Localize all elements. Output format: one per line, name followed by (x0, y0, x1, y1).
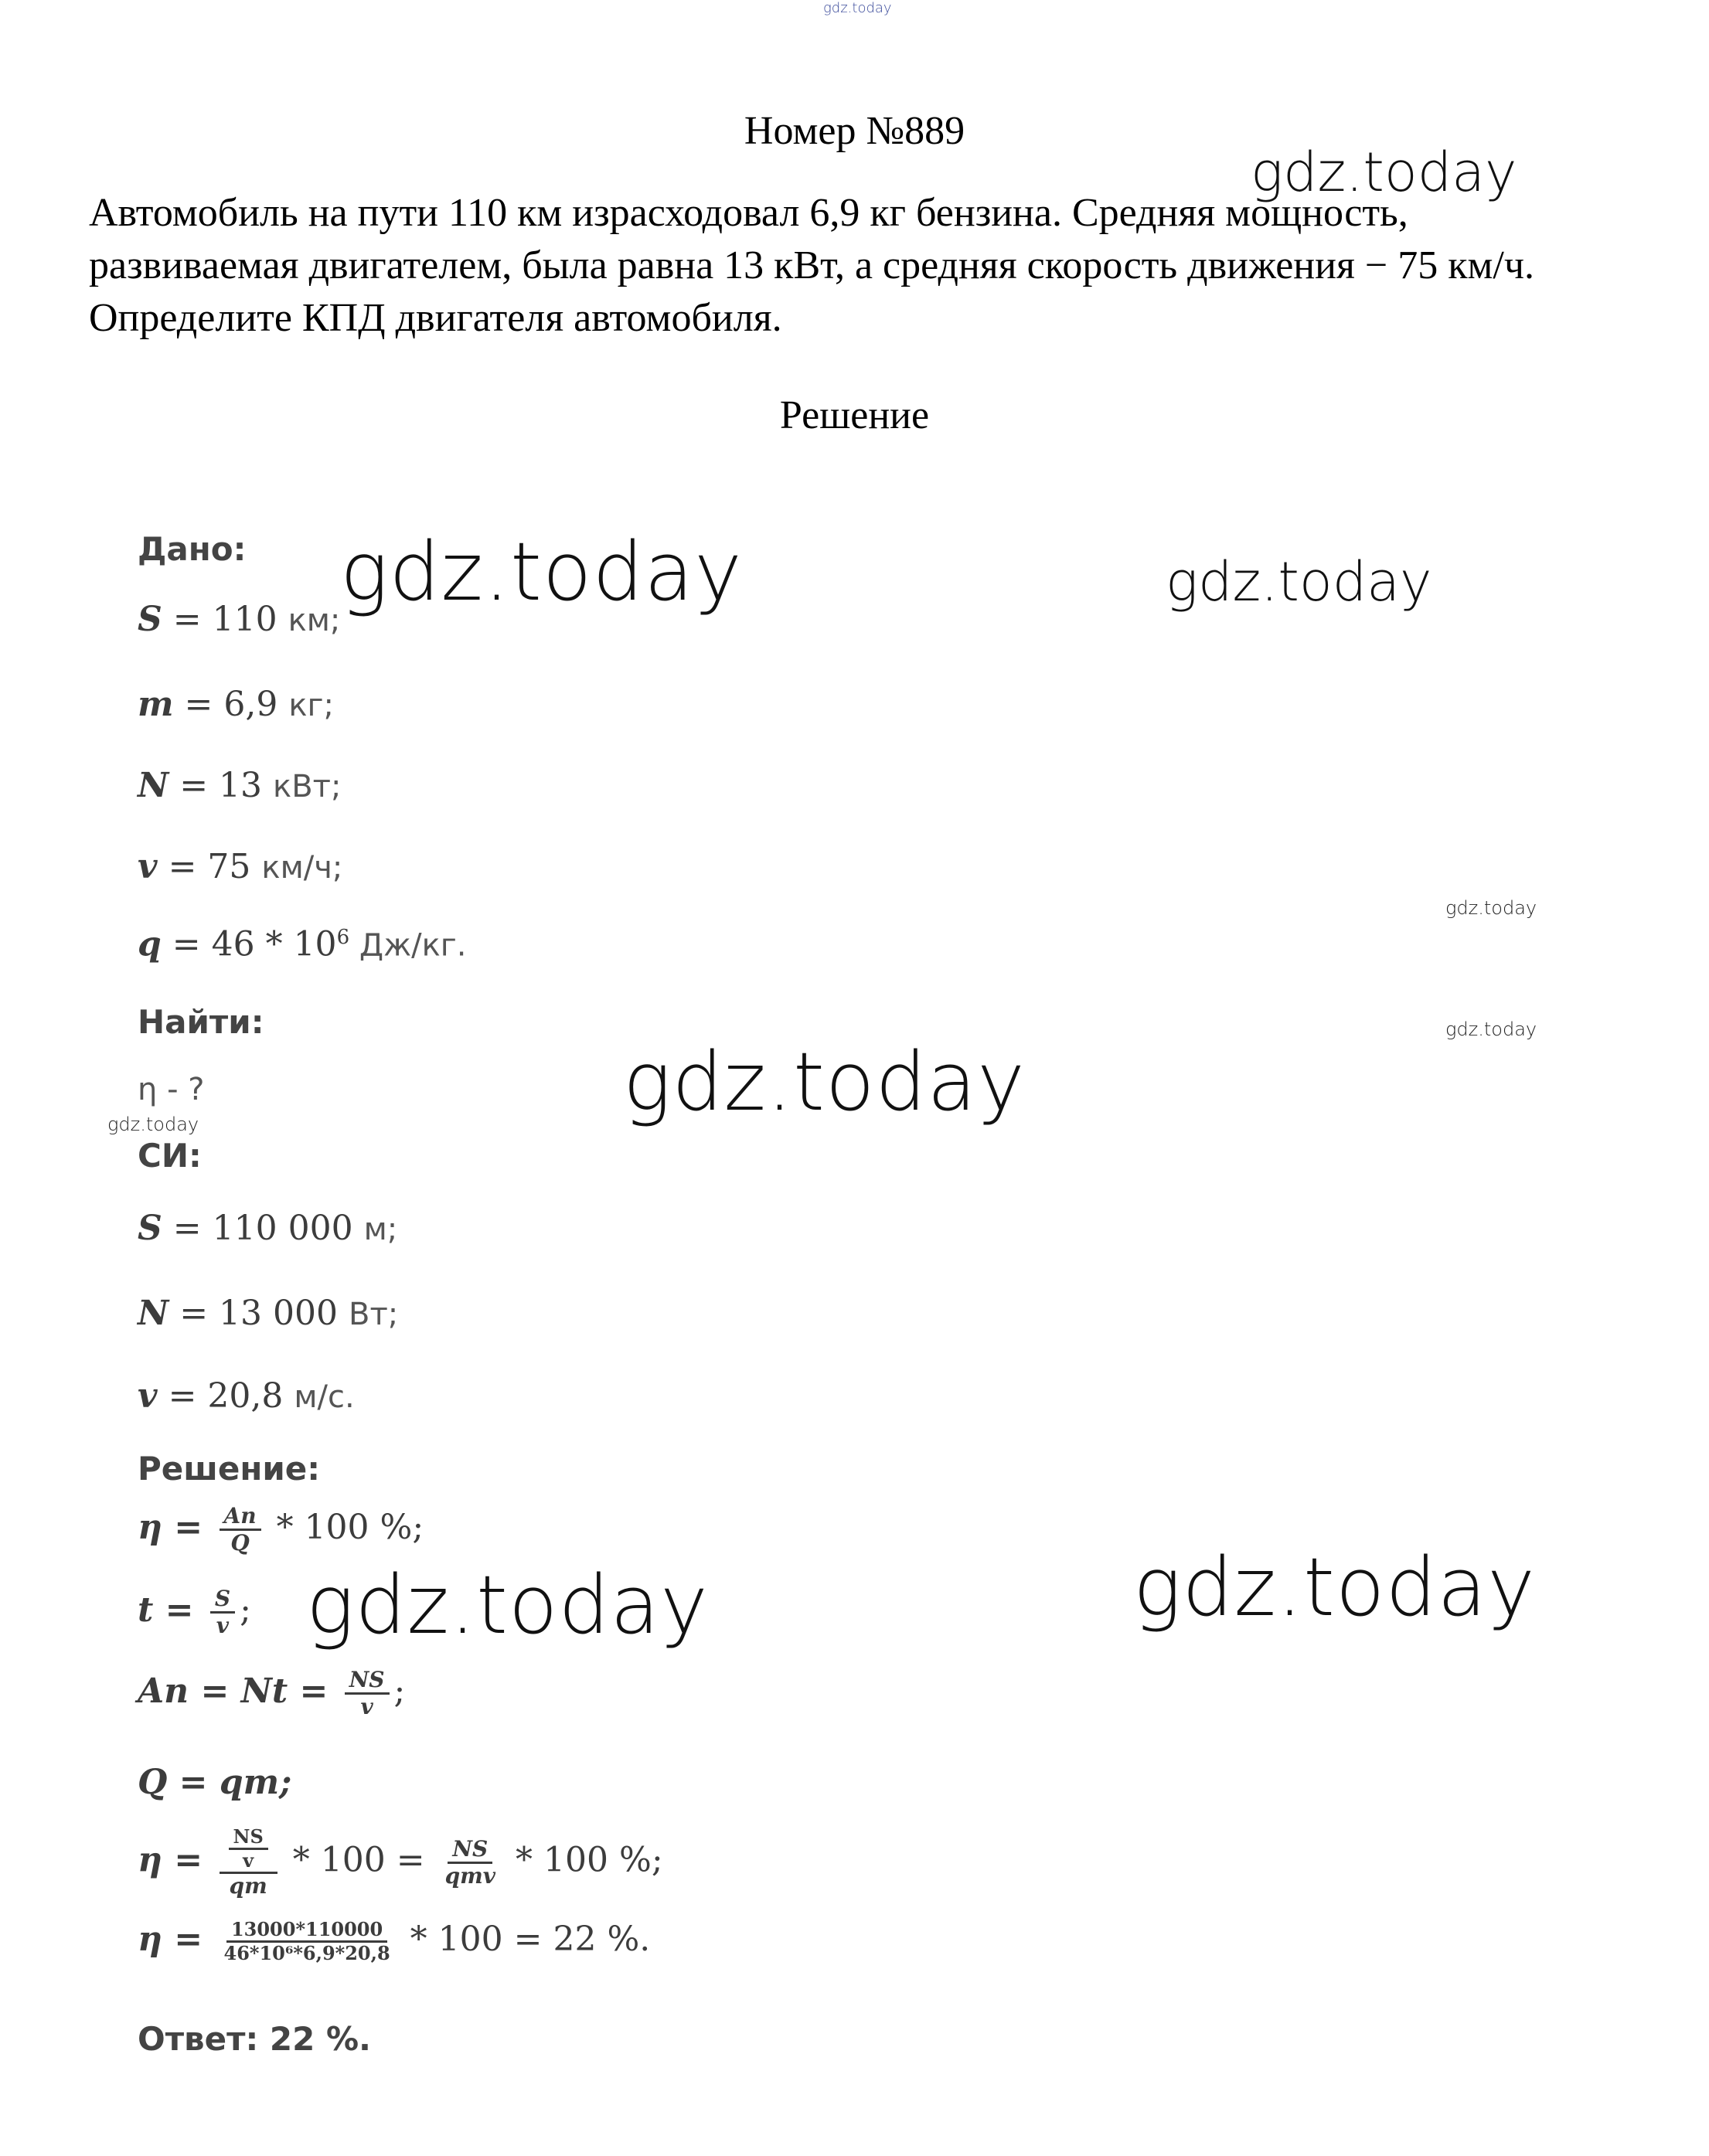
given-value: = 13 (169, 766, 274, 805)
formula-lhs: η = (138, 1840, 215, 1880)
fraction-denominator: Q (230, 1530, 250, 1556)
si-value: = 20,8 (157, 1376, 294, 1416)
si-unit: м; (363, 1212, 398, 1247)
formula-rhs: * 100 %; (505, 1840, 663, 1880)
formula-lhs: η = (138, 1920, 215, 1959)
formula-calculation (138, 1920, 650, 1963)
formula-lhs: η = (138, 1508, 215, 1547)
fraction-denominator: 46*10⁶*6,9*20,8 (223, 1942, 390, 1964)
given-var: S (138, 600, 162, 639)
watermark: gdz.today (1445, 897, 1537, 919)
formula-lhs: Aп = Nt = (138, 1671, 340, 1711)
fraction-denominator: v (360, 1694, 373, 1719)
fraction (220, 1825, 277, 1899)
given-var: N (138, 766, 169, 805)
solution-title: Решение (779, 393, 930, 437)
formula-rhs: ; (240, 1590, 251, 1630)
watermark: gdz.today (340, 525, 743, 619)
given-unit: кВт; (273, 769, 342, 804)
formula-rhs: * 100 = 22 %. (399, 1920, 651, 1959)
fraction-numerator: NS (448, 1838, 492, 1864)
watermark: gdz.today (1445, 1018, 1537, 1040)
fraction (441, 1835, 500, 1889)
given-value: = 46 * 10 (161, 924, 337, 964)
given-unit: кг; (288, 688, 335, 723)
fraction-denominator: qmv (444, 1862, 496, 1889)
given-item (138, 600, 341, 639)
problem-statement: Автомобиль на пути 110 км израсходовал 6,9 кг бензина. Средняя мощность, развиваемая двигателем, была равна 13 кВт, а средняя скорость движения − 75 км/ч. Определите КПД двигателя автомобиля. (89, 191, 1534, 340)
fraction-numerator: S (210, 1588, 235, 1614)
given-unit: Дж/кг. (349, 927, 467, 964)
formula-lhs: t = (138, 1590, 206, 1630)
fraction (345, 1669, 390, 1718)
watermark: gdz.today (1133, 1540, 1536, 1634)
answer: Ответ: 22 %. (138, 2020, 371, 2058)
given-unit: км; (288, 603, 341, 638)
formula-heat: Q = qm; (138, 1763, 292, 1802)
given-value: = 110 (162, 600, 288, 639)
fraction (210, 1588, 235, 1637)
given-item (138, 924, 467, 964)
fraction-numerator: 13000*110000 (226, 1920, 387, 1943)
si-var: S (138, 1209, 162, 1248)
formula-efficiency-expanded (138, 1825, 663, 1899)
fraction-numerator: NS (229, 1828, 268, 1850)
formula-mid: * 100 = (281, 1840, 436, 1880)
si-unit: Вт; (349, 1297, 399, 1332)
given-var: q (138, 924, 162, 964)
si-var: N (138, 1294, 169, 1333)
si-label: СИ: (138, 1137, 202, 1175)
watermark: gdz.today (107, 1114, 199, 1135)
fraction-numerator: Aп (220, 1505, 261, 1531)
si-unit: м/с. (294, 1379, 355, 1415)
si-item (138, 1376, 355, 1416)
given-item (138, 766, 342, 805)
given-item (138, 685, 335, 724)
fraction-denominator: v (243, 1849, 254, 1872)
fraction (220, 1920, 395, 1963)
find-label: Найти: (138, 1003, 264, 1041)
given-var: v (138, 847, 158, 886)
fraction-denominator: v (216, 1613, 230, 1638)
fraction-numerator: NS (345, 1669, 390, 1695)
formula-work (138, 1669, 405, 1718)
watermark: gdz.today (1166, 550, 1432, 614)
solve-label: Решение: (138, 1450, 321, 1488)
given-unit: км/ч; (261, 850, 343, 886)
formula-rhs: ; (393, 1671, 406, 1711)
page-title: Номер №889 (744, 109, 965, 153)
formula-efficiency (138, 1505, 424, 1554)
si-item (138, 1209, 398, 1248)
given-value: = 6,9 (173, 685, 289, 724)
fraction (220, 1505, 261, 1554)
fraction-denominator: qm (229, 1873, 267, 1899)
formula-time (138, 1588, 251, 1637)
si-value: = 110 000 (162, 1209, 364, 1248)
si-item (138, 1294, 399, 1333)
si-value: = 13 000 (169, 1294, 349, 1333)
given-value: = 75 (157, 847, 262, 886)
si-var: v (138, 1376, 158, 1416)
find-item: η - ? (138, 1072, 205, 1107)
fraction-numerator (220, 1825, 277, 1874)
fraction (229, 1825, 268, 1872)
watermark-top: gdz.today (823, 0, 892, 16)
watermark: gdz.today (623, 1035, 1026, 1129)
given-var: m (138, 685, 174, 724)
given-item (138, 847, 343, 886)
given-exponent: 6 (336, 926, 350, 949)
formula-rhs: * 100 %; (265, 1508, 424, 1547)
watermark: gdz.today (1251, 141, 1517, 204)
given-label: Дано: (138, 530, 247, 568)
watermark: gdz.today (306, 1558, 709, 1652)
